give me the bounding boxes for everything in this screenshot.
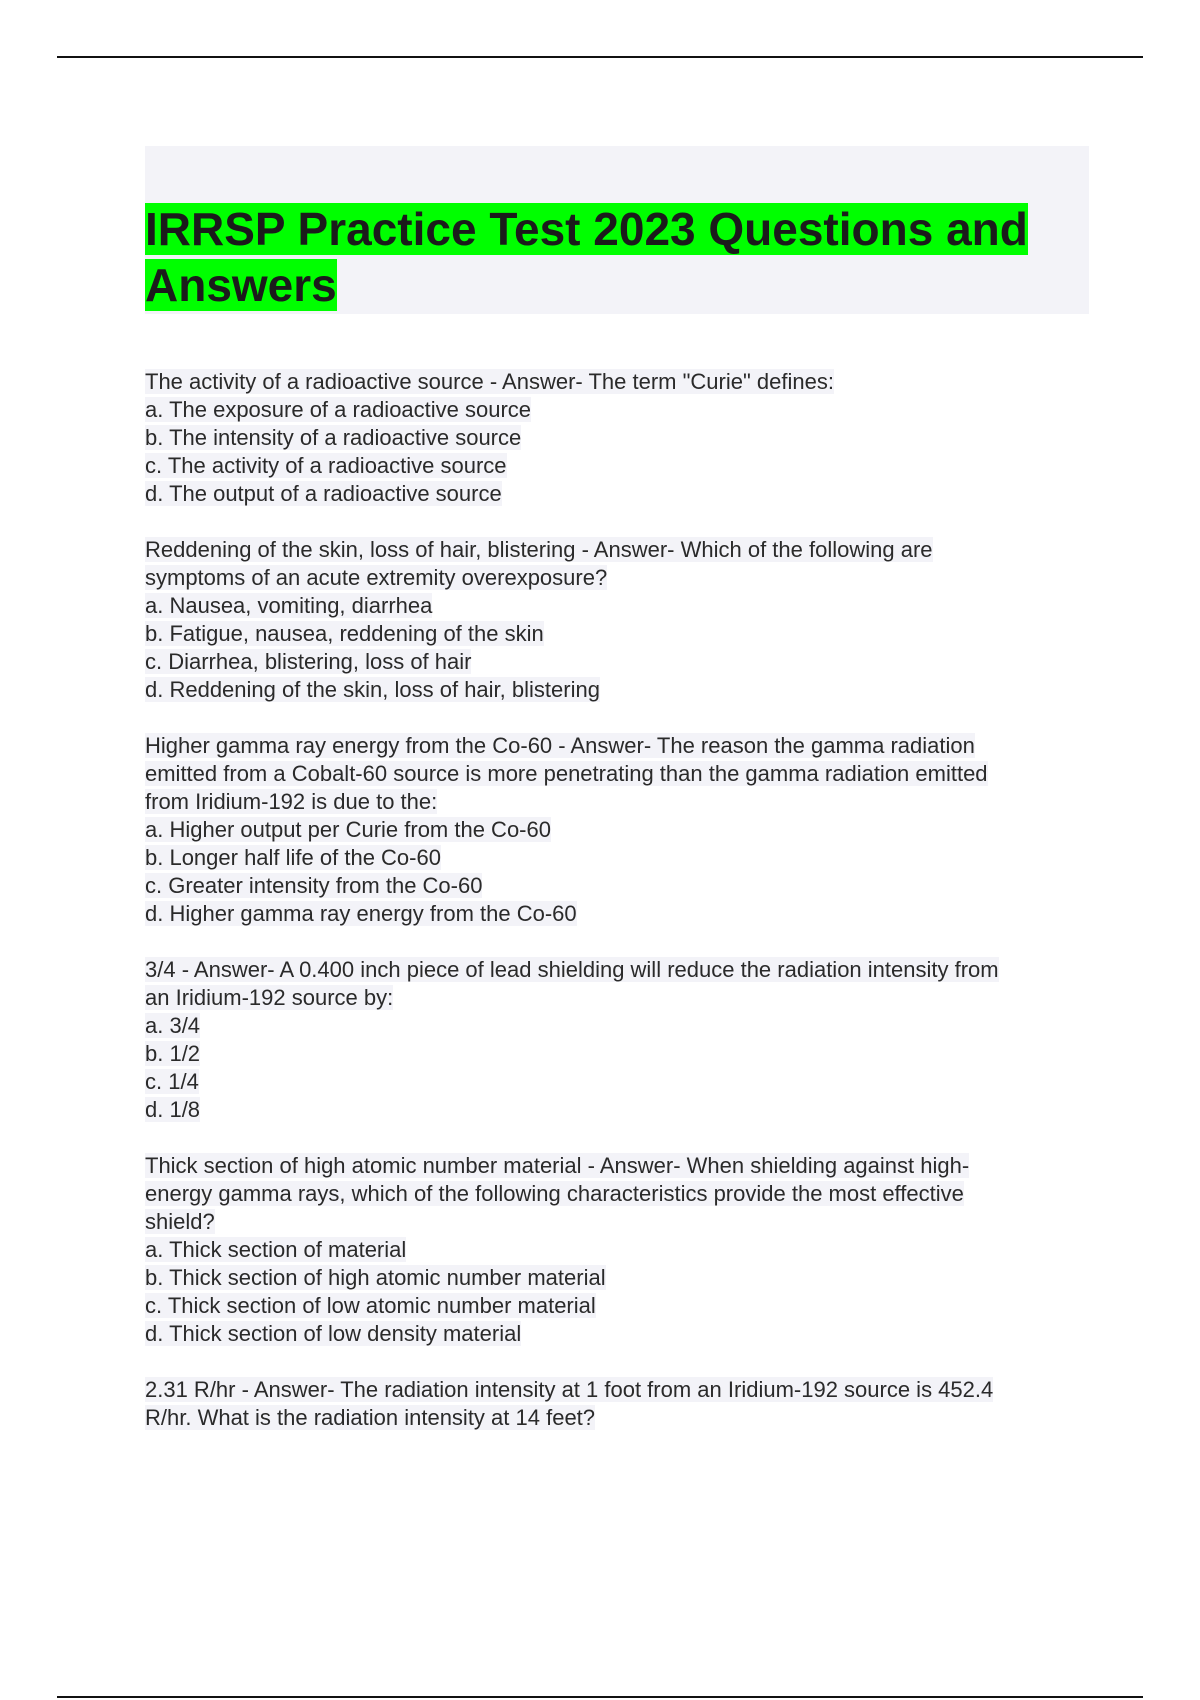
line-text: 3/4 - Answer- A 0.400 inch piece of lead shielding will reduce the radiation intensity from: [145, 957, 999, 982]
line-text: The activity of a radioactive source - Answer- The term "Curie" defines:: [145, 369, 834, 394]
question-line: [145, 816, 1100, 844]
line-text: c. Diarrhea, blistering, loss of hair: [145, 649, 472, 674]
line-text: d. The output of a radioactive source: [145, 481, 502, 506]
line-text: R/hr. What is the radiation intensity at 14 feet?: [145, 1405, 596, 1430]
line-text: b. Longer half life of the Co-60: [145, 845, 441, 870]
line-text: symptoms of an acute extremity overexposure?: [145, 565, 608, 590]
line-text: Thick section of high atomic number material - Answer- When shielding against high-: [145, 1153, 970, 1178]
question-line: [145, 1012, 1100, 1040]
question-line: [145, 760, 1100, 788]
question-block: [145, 1152, 1100, 1348]
question-block: [145, 956, 1100, 1124]
question-line: [145, 1068, 1100, 1096]
line-text: c. Thick section of low atomic number material: [145, 1293, 596, 1318]
question-block: [145, 368, 1100, 508]
question-line: [145, 564, 1100, 592]
line-text: d. 1/8: [145, 1097, 201, 1122]
line-text: Reddening of the skin, loss of hair, blistering - Answer- Which of the following are: [145, 537, 933, 562]
question-line: [145, 984, 1100, 1012]
question-line: [145, 396, 1100, 424]
title-highlight: IRRSP Practice Test 2023 Questions and Answers: [145, 203, 1028, 311]
question-line: [145, 620, 1100, 648]
line-text: Higher gamma ray energy from the Co-60 - Answer- The reason the gamma radiation: [145, 733, 975, 758]
question-line: [145, 1208, 1100, 1236]
question-block: [145, 536, 1100, 704]
line-text: c. Greater intensity from the Co-60: [145, 873, 483, 898]
question-line: [145, 1320, 1100, 1348]
line-text: d. Thick section of low density material: [145, 1321, 522, 1346]
question-text-line: [145, 1152, 1100, 1180]
bottom-rule: [57, 1696, 1143, 1698]
line-text: a. The exposure of a radioactive source: [145, 397, 532, 422]
question-line: [145, 844, 1100, 872]
line-text: b. Fatigue, nausea, reddening of the skin: [145, 621, 544, 646]
question-list: [145, 368, 1100, 1460]
line-text: c. The activity of a radioactive source: [145, 453, 507, 478]
question-line: [145, 592, 1100, 620]
top-rule: [57, 56, 1143, 58]
question-line: [145, 872, 1100, 900]
line-text: emitted from a Cobalt-60 source is more penetrating than the gamma radiation emitted: [145, 761, 988, 786]
question-line: [145, 424, 1100, 452]
question-text-line: [145, 536, 1100, 564]
question-line: [145, 676, 1100, 704]
line-text: b. Thick section of high atomic number material: [145, 1265, 606, 1290]
line-text: a. 3/4: [145, 1013, 201, 1038]
line-text: c. 1/4: [145, 1069, 199, 1094]
question-line: [145, 480, 1100, 508]
line-text: b. The intensity of a radioactive source: [145, 425, 522, 450]
question-text-line: [145, 368, 1100, 396]
question-text-line: [145, 1376, 1100, 1404]
question-line: [145, 1236, 1100, 1264]
line-text: d. Reddening of the skin, loss of hair, blistering: [145, 677, 600, 702]
line-text: shield?: [145, 1209, 215, 1234]
question-line: [145, 1264, 1100, 1292]
question-block: [145, 1376, 1100, 1432]
line-text: d. Higher gamma ray energy from the Co-60: [145, 901, 577, 926]
question-block: [145, 732, 1100, 928]
line-text: an Iridium-192 source by:: [145, 985, 394, 1010]
line-text: energy gamma rays, which of the following characteristics provide the most effective: [145, 1181, 964, 1206]
question-line: [145, 452, 1100, 480]
question-line: [145, 1404, 1100, 1432]
line-text: 2.31 R/hr - Answer- The radiation intensity at 1 foot from an Iridium-192 source is 452.4: [145, 1377, 994, 1402]
line-text: from Iridium-192 is due to the:: [145, 789, 438, 814]
question-line: [145, 1096, 1100, 1124]
question-line: [145, 648, 1100, 676]
question-line: [145, 900, 1100, 928]
line-text: a. Higher output per Curie from the Co-60: [145, 817, 551, 842]
line-text: a. Thick section of material: [145, 1237, 407, 1262]
question-line: [145, 1180, 1100, 1208]
question-line: [145, 1292, 1100, 1320]
question-line: [145, 1040, 1100, 1068]
question-text-line: [145, 732, 1100, 760]
question-line: [145, 788, 1100, 816]
document-title: [145, 201, 1085, 313]
line-text: b. 1/2: [145, 1041, 201, 1066]
line-text: a. Nausea, vomiting, diarrhea: [145, 593, 433, 618]
question-text-line: [145, 956, 1100, 984]
